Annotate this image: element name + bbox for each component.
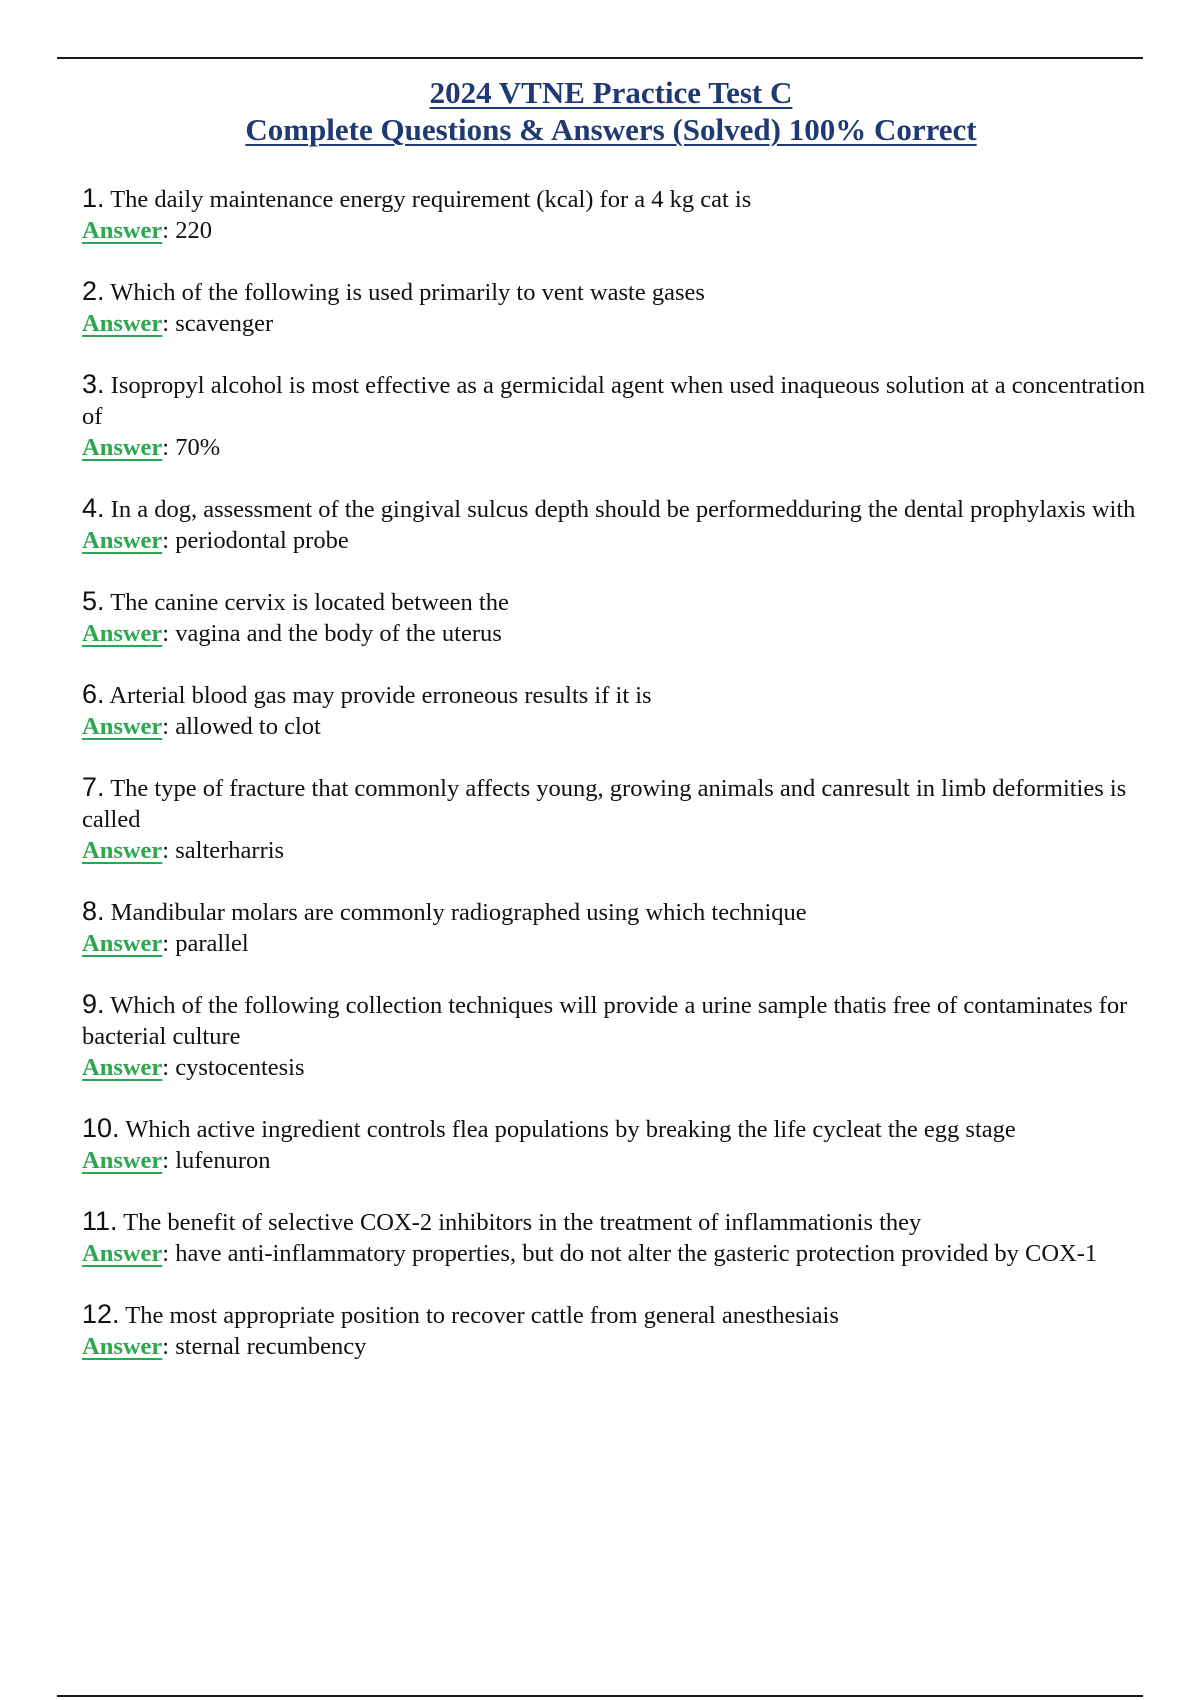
answer-label: Answer <box>82 930 163 957</box>
qa-item <box>82 896 1147 959</box>
answer-text <box>82 1331 1147 1362</box>
answer-text <box>82 1052 1147 1083</box>
answer-label: Answer <box>82 527 163 554</box>
answer-text <box>82 1145 1147 1176</box>
question-body: The benefit of selective COX-2 inhibitors in the treatment of inflammationis they <box>123 1209 922 1236</box>
question-number: 4. <box>82 493 105 523</box>
answer-label: Answer <box>82 1054 163 1081</box>
question-number: 11. <box>82 1206 118 1236</box>
answer-label: Answer <box>82 620 163 647</box>
answer-label: Answer <box>82 310 163 337</box>
question-number: 12. <box>82 1299 120 1329</box>
answer-value: lufenuron <box>175 1147 271 1174</box>
answer-value: allowed to clot <box>175 713 321 740</box>
answer-text <box>82 525 1147 556</box>
answer-label: Answer <box>82 217 163 244</box>
question-text <box>82 1206 1147 1238</box>
question-text <box>82 276 1147 308</box>
question-text <box>82 989 1147 1052</box>
question-body: In a dog, assessment of the gingival sulcus depth should be performedduring the dental prophylaxis with <box>110 496 1136 523</box>
question-list <box>82 183 1147 1392</box>
question-text <box>82 679 1147 711</box>
answer-value: have anti-inflammatory properties, but do not alter the gasteric protection provided by COX-1 <box>175 1240 1098 1267</box>
qa-item <box>82 989 1147 1083</box>
qa-item <box>82 586 1147 649</box>
answer-text <box>82 928 1147 959</box>
answer-value: scavenger <box>175 310 274 337</box>
question-body: Mandibular molars are commonly radiographed using which technique <box>110 899 807 926</box>
answer-value: 70% <box>175 434 221 461</box>
answer-separator: : <box>162 620 176 647</box>
answer-text <box>82 711 1147 742</box>
answer-value: periodontal probe <box>175 527 349 554</box>
question-text <box>82 1299 1147 1331</box>
answer-text <box>82 1238 1147 1269</box>
qa-item <box>82 1206 1147 1269</box>
answer-separator: : <box>162 713 176 740</box>
answer-label: Answer <box>82 713 163 740</box>
answer-text <box>82 432 1147 463</box>
title-line-2: Complete Questions & Answers (Solved) 100% Correct <box>245 112 977 147</box>
answer-separator: : <box>162 1240 176 1267</box>
answer-separator: : <box>162 837 176 864</box>
question-number: 6. <box>82 679 105 709</box>
answer-label: Answer <box>82 1240 163 1267</box>
title-line-1: 2024 VTNE Practice Test C <box>429 75 793 110</box>
question-body: Which of the following collection techniques will provide a urine sample thatis free of contaminates for bacterial culture <box>82 992 1128 1050</box>
question-text <box>82 1113 1147 1145</box>
question-number: 3. <box>82 369 105 399</box>
answer-separator: : <box>162 1333 176 1360</box>
qa-item <box>82 1299 1147 1362</box>
question-number: 1. <box>82 183 105 213</box>
question-text <box>82 183 1147 215</box>
qa-item <box>82 369 1147 463</box>
answer-separator: : <box>162 217 176 244</box>
qa-item <box>82 772 1147 866</box>
answer-separator: : <box>162 1054 176 1081</box>
question-body: The daily maintenance energy requirement (kcal) for a 4 kg cat is <box>110 186 752 213</box>
answer-label: Answer <box>82 837 163 864</box>
question-body: The most appropriate position to recover cattle from general anesthesiais <box>125 1302 839 1329</box>
question-body: Which of the following is used primarily to vent waste gases <box>110 279 705 306</box>
answer-value: vagina and the body of the uterus <box>175 620 502 647</box>
question-number: 7. <box>82 772 105 802</box>
question-body: Which active ingredient controls flea populations by breaking the life cycleat the egg stage <box>125 1116 1016 1143</box>
answer-label: Answer <box>82 1147 163 1174</box>
answer-separator: : <box>162 930 176 957</box>
question-number: 10. <box>82 1113 120 1143</box>
question-body: The canine cervix is located between the <box>110 589 509 616</box>
answer-separator: : <box>162 434 176 461</box>
top-divider <box>57 57 1143 59</box>
question-text <box>82 586 1147 618</box>
qa-item <box>82 1113 1147 1176</box>
answer-text <box>82 215 1147 246</box>
document-title <box>0 74 1200 148</box>
question-body: The type of fracture that commonly affects young, growing animals and canresult in limb deformities is called <box>82 775 1127 833</box>
question-number: 2. <box>82 276 105 306</box>
question-number: 8. <box>82 896 105 926</box>
answer-separator: : <box>162 310 176 337</box>
answer-text <box>82 618 1147 649</box>
question-text <box>82 369 1147 432</box>
answer-text <box>82 308 1147 339</box>
question-number: 9. <box>82 989 105 1019</box>
answer-value: cystocentesis <box>175 1054 305 1081</box>
answer-value: parallel <box>175 930 249 957</box>
answer-value: sternal recumbency <box>175 1333 367 1360</box>
qa-item <box>82 679 1147 742</box>
answer-text <box>82 835 1147 866</box>
question-body: Isopropyl alcohol is most effective as a germicidal agent when used inaqueous solution at a concentration of <box>82 372 1146 430</box>
answer-label: Answer <box>82 434 163 461</box>
qa-item <box>82 183 1147 246</box>
question-text <box>82 772 1147 835</box>
answer-value: 220 <box>175 217 212 244</box>
question-number: 5. <box>82 586 105 616</box>
answer-label: Answer <box>82 1333 163 1360</box>
question-body: Arterial blood gas may provide erroneous results if it is <box>109 682 652 709</box>
answer-separator: : <box>162 1147 176 1174</box>
qa-item <box>82 276 1147 339</box>
question-text <box>82 493 1147 525</box>
answer-value: salterharris <box>175 837 285 864</box>
question-text <box>82 896 1147 928</box>
qa-item <box>82 493 1147 556</box>
bottom-divider <box>57 1695 1143 1697</box>
answer-separator: : <box>162 527 176 554</box>
